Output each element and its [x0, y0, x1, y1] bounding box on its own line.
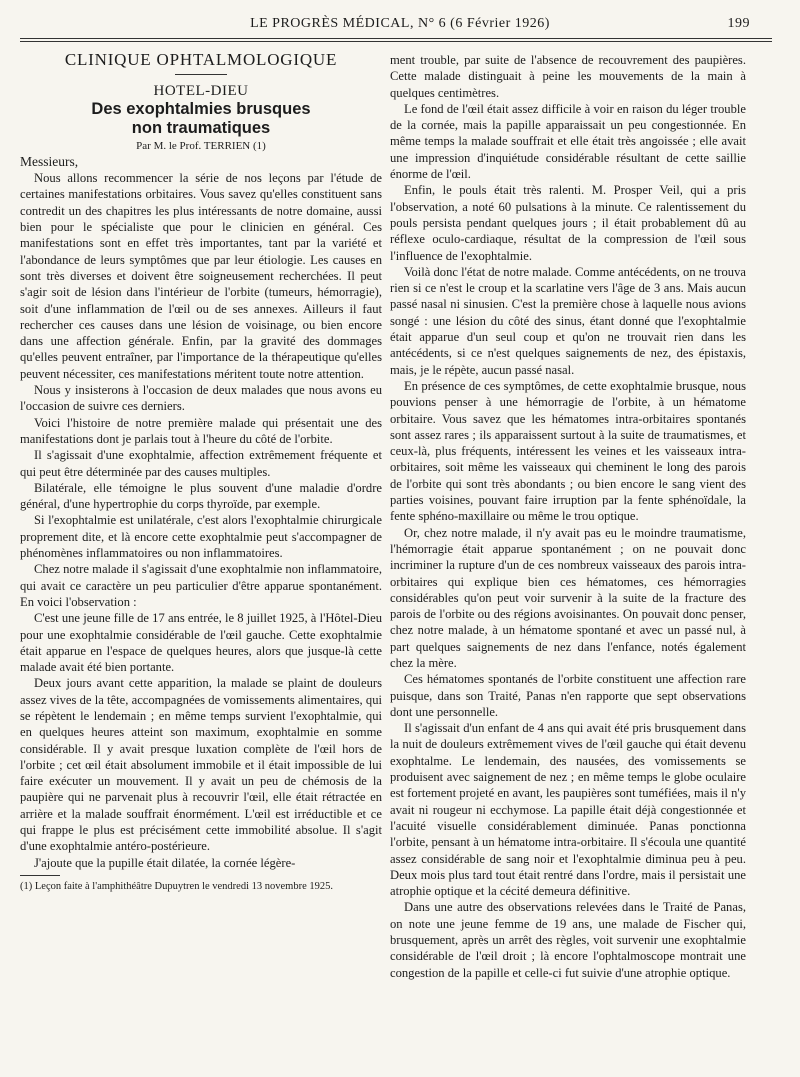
paragraph: Nous allons recommencer la série de nos leçons par l'étude de certaines manifestations orbitaires. Vous savez qu'elles constituent sans contredit un des chapitres les plus intéressants de notre domaine, aussi bien pour le spécialiste que pour le clinicien en général. Ces manifestations sont en effet très importantes, tant par la variété et l'abondance de leurs symptômes que par leur étiologie. Les causes en sont très diverses et doivent être soigneusement recherchées. Il peut s'agir soit de lésion dans l'intérieur de l'orbite (tumeurs, hémorragie), soit d'une inflammation de l'œil ou de ses annexes. Ailleurs il faut rechercher ces causes dans une lésion de voisinage, ou bien encore dans une affection générale. Enfin, par la gravité des dommages qu'elles peuvent entraîner, par l'importance de la thérapeutique qu'elles peuvent nécessiter, ces manifestations méritent toute notre attention. — [20, 171, 382, 381]
place-heading: HOTEL-DIEU — [153, 83, 249, 100]
paragraph: Dans une autre des observations relevées dans le Traité de Panas, on note une jeune femme de 19 ans, une malade de Fischer qui, brusquement, après un arrêt des règles, voit survenir une exophtalmie considérable de l'œil droit ; là encore l'ophtalmoscope montrait une congestion de la papille et celle-ci fut suivie d'une atrophie optique. — [390, 900, 746, 980]
paragraph: En présence de ces symptômes, de cette exophtalmie brusque, nous pouvions penser à une hémorragie de l'orbite, à un hématome orbitaire. Vous savez que les hématomes intra-orbitaires spontanés sont assez rares ; ils apparaissent surtout à la suite de traumatismes, et ceux-là, plus fréquents, intéressent les veines et les vaisseaux intra-orbitaires, soit même les vaisseaux qui cheminent le long des parois de l'orbite qui sont très abondants ; ou bien encore le sang vient des parties voisines, pouvant faire irruption par la fente sphénoïdale, la fente sphéno-maxillaire ou même le trou optique. — [390, 378, 746, 524]
paragraph: Voici l'histoire de notre première malade qui présentait une des manifestations dont je parlais tout à l'heure du côté de l'orbite. — [20, 415, 382, 446]
journal-header-title: LE PROGRÈS MÉDICAL, N° 6 (6 Février 1926) — [250, 16, 550, 31]
byline: Par M. le Prof. TERRIEN (1) — [136, 139, 266, 152]
paragraph: Bilatérale, elle témoigne le plus souvent d'une maladie d'ordre général, d'une hypertrophie du corps thyroïde, par exemple. — [20, 480, 382, 512]
left-column — [20, 52, 382, 1062]
paragraph: Il s'agissait d'un enfant de 4 ans qui avait été pris brusquement dans la nuit de douleurs extrêmement vives de l'œil gauche qui était devenu exophtalme. Le lendemain, des nausées, des vomissements se produisent avec saignement de nez ; en même temps le globe oculaire est fortement projeté en avant, les paupières sont tuméfiées, mais il n'y avait ni rougeur ni ecchymose. La papille était déjà congestionnée et l'acuité visuelle considérablement diminuée. Panas ponctionna l'orbite, pensant à un hématome intra-orbitaire. Il s'écoula une quantité assez considérable de sang noir et l'exophtalmie diminua peu à peu. Deux mois plus tard tout était rentré dans l'ordre, mais il persistait une atrophie optique et la cécité demeura définitive. — [390, 721, 746, 899]
paragraph: Le fond de l'œil était assez difficile à voir en raison du léger trouble de la cornée, mais la papille apparaissait un peu congestionnée. En même temps la malade souffrait et elle était très angoissée ; elle avait une impression d'inquiétude considérable résultant de cette saillie énorme de l'œil. — [390, 101, 746, 182]
paragraph: Or, chez notre malade, il n'y avait pas eu le moindre traumatisme, l'hémorragie était apparue spontanément ; on ne pouvait donc incriminer la rupture d'un de ces nombreux vaisseaux des parois intra-orbitaires qui explique bien ces hématomes, ces hémorragies considérables qu'on peut voir survenir à la suite de la fracture des parois de l'orbite ou des régions avoisinantes. On pouvait donc penser, chez notre malade, à un hématome spontané et avec un passé nul, à part quelques saignements de nez dans l'enfance, notés également chez la mère. — [390, 525, 746, 670]
paragraph: C'est une jeune fille de 17 ans entrée, le 8 juillet 1925, à l'Hôtel-Dieu pour une exophtalmie considérable de l'œil gauche. Cette exophtalmie était apparue en l'espace de quelques heures, alors que jusque-là cette malade avait été bien portante. — [20, 611, 382, 675]
article-title-line1: Des exophtalmies brusques — [91, 99, 311, 118]
paragraph: Enfin, le pouls était très ralenti. M. Prosper Veil, qui a pris l'observation, a noté 60 pulsations à la minute. Ce ralentissement du pouls persista pendant quelques jours ; il était probablement dû au réflexe oculo-cardiaque, résultat de la compression de l'œil sous l'influence de l'exophtalmie. — [390, 183, 746, 263]
paragraph: Deux jours avant cette apparition, la malade se plaint de douleurs assez vives de la tête, accompagnées de vomissements alimentaires, qui se répètent le lendemain ; en même temps survient l'exophtalmie, qui en quelques heures atteint son maximum, exophtalmie en somme considérable. Il y avait presque luxation complète de l'œil hors de l'orbite ; cet œil était absolument immobile et il était impossible de lui faire exécuter un mouvement. Il y avait un peu de chémosis de la paupière qui ne parvenait plus à recouvrir l'œil, elle était rétractée en arrière et la malade souffrait énormément. L'œil est irréductible et ce qui frappe le plus est précisément cette immobilité absolue. Il s'agit d'une exophtalmie antéro-postérieure. — [20, 676, 382, 854]
paragraph: Si l'exophtalmie est unilatérale, c'est alors l'exophtalmie chirurgicale proprement dite, et là encore cette exophtalmie peut s'accompagner de phénomènes inflammatoires ou non inflammatoires. — [20, 513, 382, 561]
running-head — [20, 16, 780, 38]
paragraph: Voilà donc l'état de notre malade. Comme antécédents, on ne trouva rien si ce n'est le croup et la scarlatine vers l'âge de 3 ans. Mais aucun passé nasal ni sinusien. C'est la première chose à laquelle nous avions songé : une lésion du côté des sinus, étant donné que l'exophtalmie était apparue d'un seul coup et qu'on ne trouvait rien dans les antécédents, si ce n'est quelques saignements de nez, des épistaxis, mais, je le répète, aucun passé nasal. — [390, 264, 746, 377]
right-column — [390, 52, 746, 1062]
footnote: (1) Leçon faite à l'amphithéâtre Dupuytren le vendredi 13 novembre 1925. — [20, 880, 333, 892]
paragraph: Chez notre malade il s'agissait d'une exophtalmie non inflammatoire, qui avait ce caractère un peu particulier d'être apparue spontanément. En voici l'observation : — [20, 562, 382, 609]
section-rule — [175, 74, 227, 75]
paragraph: J'ajoute que la pupille était dilatée, la cornée légère- — [34, 855, 296, 870]
article-title-line2: non traumatiques — [131, 118, 271, 137]
paragraph: Nous y insisterons à l'occasion de deux malades que nous avons eu l'occasion de suivre ces derniers. — [20, 383, 382, 414]
paragraph: ment trouble, par suite de l'absence de recouvrement des paupières. Cette malade distinguait à peine les mouvements de la main à quelques centimètres. — [390, 53, 746, 100]
page-number: 199 — [727, 16, 750, 31]
paragraph: Il s'agissait d'une exophtalmie, affection extrêmement fréquente et qui peut être déterminée par des causes multiples. — [20, 448, 382, 479]
salutation: Messieurs, — [20, 153, 79, 169]
paragraph: Ces hématomes spontanés de l'orbite constituent une affection rare puisque, dans son Traité, Panas n'en rapporte que sept observations dont une personnelle. — [390, 672, 746, 719]
section-title: CLINIQUE OPHTALMOLOGIQUE — [64, 52, 338, 69]
footnote-rule — [20, 875, 60, 876]
header-rule — [20, 38, 772, 42]
